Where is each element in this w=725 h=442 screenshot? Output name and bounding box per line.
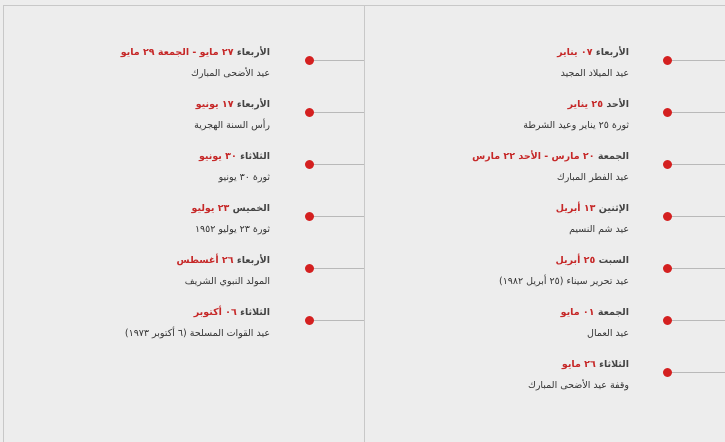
timeline-column-right — [365, 0, 725, 442]
timeline-dot-icon — [305, 212, 314, 221]
timeline-item — [4, 203, 364, 243]
holiday-date-value: ٢٥ أبريل — [555, 255, 596, 266]
holiday-date-value: ٢٦ مايو — [561, 359, 596, 370]
holiday-date — [568, 99, 629, 111]
holiday-date-value: ١٧ يونيو — [195, 99, 234, 110]
timeline-dot-icon — [663, 56, 672, 65]
timeline-item — [365, 203, 725, 243]
holiday-day: الثلاثاء — [599, 359, 629, 370]
timeline-item — [365, 307, 725, 347]
timeline-item — [365, 359, 725, 399]
holiday-day: الأربعاء — [595, 47, 629, 58]
timeline-item — [4, 151, 364, 191]
timeline-connector — [310, 164, 364, 165]
timeline-connector — [668, 320, 725, 321]
timeline-item — [365, 47, 725, 87]
holiday-date-value: ٢٠ مارس - الأحد ٢٢ مارس — [472, 151, 595, 162]
timeline-connector — [310, 60, 364, 61]
holiday-name: عيد الأضحى المبارك — [191, 68, 270, 79]
timeline-item — [4, 307, 364, 347]
timeline-dot-icon — [305, 108, 314, 117]
holiday-day: الأحد — [606, 99, 629, 110]
holiday-date-value: ٣٠ يونيو — [198, 151, 237, 162]
timeline-connector — [310, 320, 364, 321]
holiday-date — [557, 47, 629, 59]
holiday-day: السبت — [598, 255, 629, 266]
holiday-name: وقفة عيد الأضحى المبارك — [528, 380, 629, 391]
timeline-connector — [310, 112, 364, 113]
holiday-day: الثلاثاء — [240, 151, 270, 162]
holiday-day: الأربعاء — [236, 47, 270, 58]
holiday-date-value: ٢٣ يوليو — [191, 203, 230, 214]
timeline-dot-icon — [663, 212, 672, 221]
holiday-day: الخميس — [232, 203, 270, 214]
holiday-date — [177, 255, 270, 267]
holiday-day: الجمعة — [597, 151, 629, 162]
holiday-date — [191, 203, 270, 215]
timeline-connector — [310, 216, 364, 217]
holiday-name: المولد النبوي الشريف — [184, 276, 270, 287]
timeline-dot-icon — [305, 160, 314, 169]
timeline-item — [4, 47, 364, 87]
holiday-date — [556, 255, 629, 267]
holiday-name: ثورة ٣٠ يونيو — [218, 172, 270, 183]
holiday-day: الأربعاء — [236, 255, 270, 266]
timeline-item — [4, 99, 364, 139]
timeline-column-left — [4, 0, 364, 442]
holiday-name: عيد الميلاد المجيد — [560, 68, 629, 79]
holiday-name: رأس السنة الهجرية — [194, 120, 270, 131]
holiday-date — [561, 307, 629, 319]
timeline-dot-icon — [663, 108, 672, 117]
holiday-name: عيد شم النسيم — [569, 224, 629, 235]
timeline-connector — [668, 216, 725, 217]
holiday-day: الأربعاء — [236, 99, 270, 110]
timeline-dot-icon — [663, 368, 672, 377]
timeline-item — [365, 99, 725, 139]
holiday-name: ثورة ٢٣ يوليو ١٩٥٢ — [194, 224, 270, 235]
holiday-date — [196, 99, 270, 111]
holiday-day: الجمعة — [597, 307, 629, 318]
timeline-connector — [668, 164, 725, 165]
timeline-dot-icon — [663, 160, 672, 169]
timeline-connector — [668, 112, 725, 113]
timeline-connector — [668, 60, 725, 61]
holiday-name: عيد القوات المسلحة (٦ أكتوبر ١٩٧٣) — [124, 328, 270, 339]
holiday-name: عيد تحرير سيناء (٢٥ أبريل ١٩٨٢) — [498, 276, 629, 287]
timeline-connector — [668, 372, 725, 373]
timeline-dot-icon — [305, 56, 314, 65]
holiday-name: عيد الفطر المبارك — [556, 172, 629, 183]
holiday-date-value: ٢٧ مايو - الجمعة ٢٩ مايو — [120, 47, 234, 58]
holiday-date-value: ٠٧ يناير — [557, 47, 593, 58]
timeline-item — [365, 255, 725, 295]
holiday-date-value: ١٣ أبريل — [555, 203, 596, 214]
timeline-connector — [668, 268, 725, 269]
holiday-name: عيد العمال — [587, 328, 629, 339]
holiday-date-value: ٢٦ أغسطس — [176, 255, 234, 266]
holiday-date-value: ٠٦ أكتوبر — [193, 307, 237, 318]
timeline-dot-icon — [305, 264, 314, 273]
timeline-item — [4, 255, 364, 295]
holiday-date — [556, 203, 629, 215]
timeline-dot-icon — [663, 264, 672, 273]
holiday-date — [194, 307, 270, 319]
holiday-date-value: ٢٥ يناير — [567, 99, 604, 110]
timeline-dot-icon — [305, 316, 314, 325]
holiday-date — [472, 151, 629, 163]
holiday-date — [562, 359, 629, 371]
holiday-date — [121, 47, 270, 59]
timeline-connector — [310, 268, 364, 269]
timeline-item — [365, 151, 725, 191]
holiday-date — [199, 151, 270, 163]
holiday-date-value: ٠١ مايو — [560, 307, 595, 318]
holiday-name: ثورة ٢٥ يناير وعيد الشرطة — [523, 120, 629, 131]
timeline-dot-icon — [663, 316, 672, 325]
holiday-day: الإثنين — [598, 203, 629, 214]
holiday-day: الثلاثاء — [240, 307, 270, 318]
